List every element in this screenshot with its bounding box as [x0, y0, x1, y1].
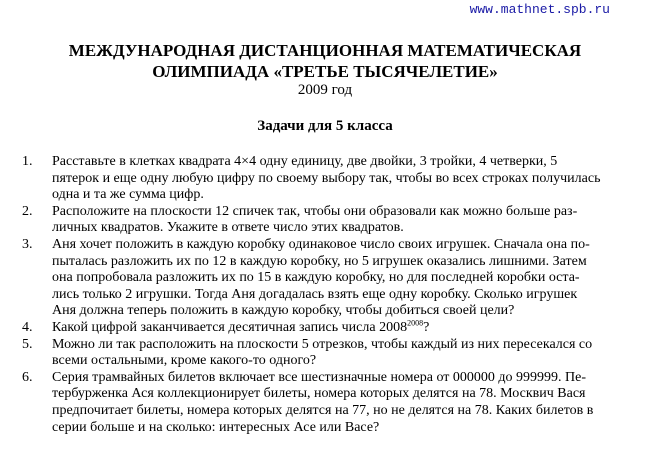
title-line-1: МЕЖДУНАРОДНАЯ ДИСТАНЦИОННАЯ МАТЕМАТИЧЕСКАЯ: [68, 41, 582, 60]
problem-number: 1.: [22, 154, 33, 169]
problem-3: [22, 237, 628, 320]
problem-text: Какой цифрой заканчивается десятичная запись числа 2008: [52, 319, 408, 335]
title-line-2: ОЛИМПИАДА «ТРЕТЬЕ ТЫСЯЧЕЛЕТИЕ»: [152, 62, 498, 81]
problem-line: одна и та же сумма цифр.: [52, 187, 204, 203]
grade-subtitle: Задачи для 5 класса: [257, 118, 393, 134]
problem-line: тербурженка Ася коллекционирует билеты, номера которых делятся на 78. Москвич Вася: [52, 386, 586, 402]
problem-line: пятерок и еще одну любую цифру по своему выбору так, чтобы во всех строках получилась: [52, 170, 601, 186]
problem-line: Можно ли так расположить на плоскости 5 отрезков, чтобы каждый из них пересекался со: [52, 336, 593, 352]
problem-line: лись только 2 игрушки. Тогда Аня догадалась взять еще одну коробку. Сколько игрушек: [52, 286, 578, 302]
problem-number: 5.: [22, 336, 33, 352]
problem-line: [52, 320, 628, 337]
problem-line: предпочитает билеты, номера которых делятся на 77, но не делятся на 78. Каких билетов в: [52, 402, 594, 418]
problem-4: [22, 320, 628, 337]
problem-number: 4.: [22, 319, 33, 335]
site-url[interactable]: www.mathnet.spb.ru: [469, 2, 610, 17]
problem-2: [22, 204, 628, 237]
problem-5: [22, 337, 628, 370]
problem-line: пыталась разложить их по 12 в каждую коробку, но 5 игрушек оказались лишними. Затем: [52, 253, 587, 269]
problem-number: 3.: [22, 236, 33, 252]
problem-line: личных квадратов. Укажите в ответе число этих квадратов.: [52, 220, 404, 236]
problem-line: Аня хочет положить в каждую коробку одинаковое число своих игрушек. Сначала она по-: [52, 236, 590, 252]
problem-line: Расположите на плоскости 12 спичек так, чтобы они образовали как можно больше раз-: [52, 203, 578, 219]
year: 2009 год: [297, 82, 353, 98]
problem-list: [22, 154, 628, 436]
problem-number: 6.: [22, 369, 33, 385]
problem-line: Аня должна теперь положить в каждую коробку, чтобы добиться своей цели?: [52, 303, 515, 319]
problem-text-end: ?: [423, 319, 430, 335]
problem-line: Серия трамвайных билетов включает все шестизначные номера от 000000 до 999999. Пе-: [52, 369, 586, 385]
problem-line: она попробовала разложить их по 15 в каждую коробку, но для последней коробки оста-: [52, 270, 580, 286]
problem-number: 2.: [22, 203, 33, 219]
problem-1: [22, 154, 628, 204]
exponent: 2008: [407, 318, 424, 328]
problem-6: [22, 370, 628, 436]
problem-line: Расставьте в клетках квадрата 4×4 одну единицу, две двойки, 3 тройки, 4 четверки, 5: [52, 154, 558, 169]
problem-line: всеми остальными, кроме какого-то одного?: [52, 353, 317, 369]
olympiad-title: [0, 40, 650, 82]
problem-line: серии больше и на сколько: интересных Асе или Васе?: [52, 419, 380, 435]
